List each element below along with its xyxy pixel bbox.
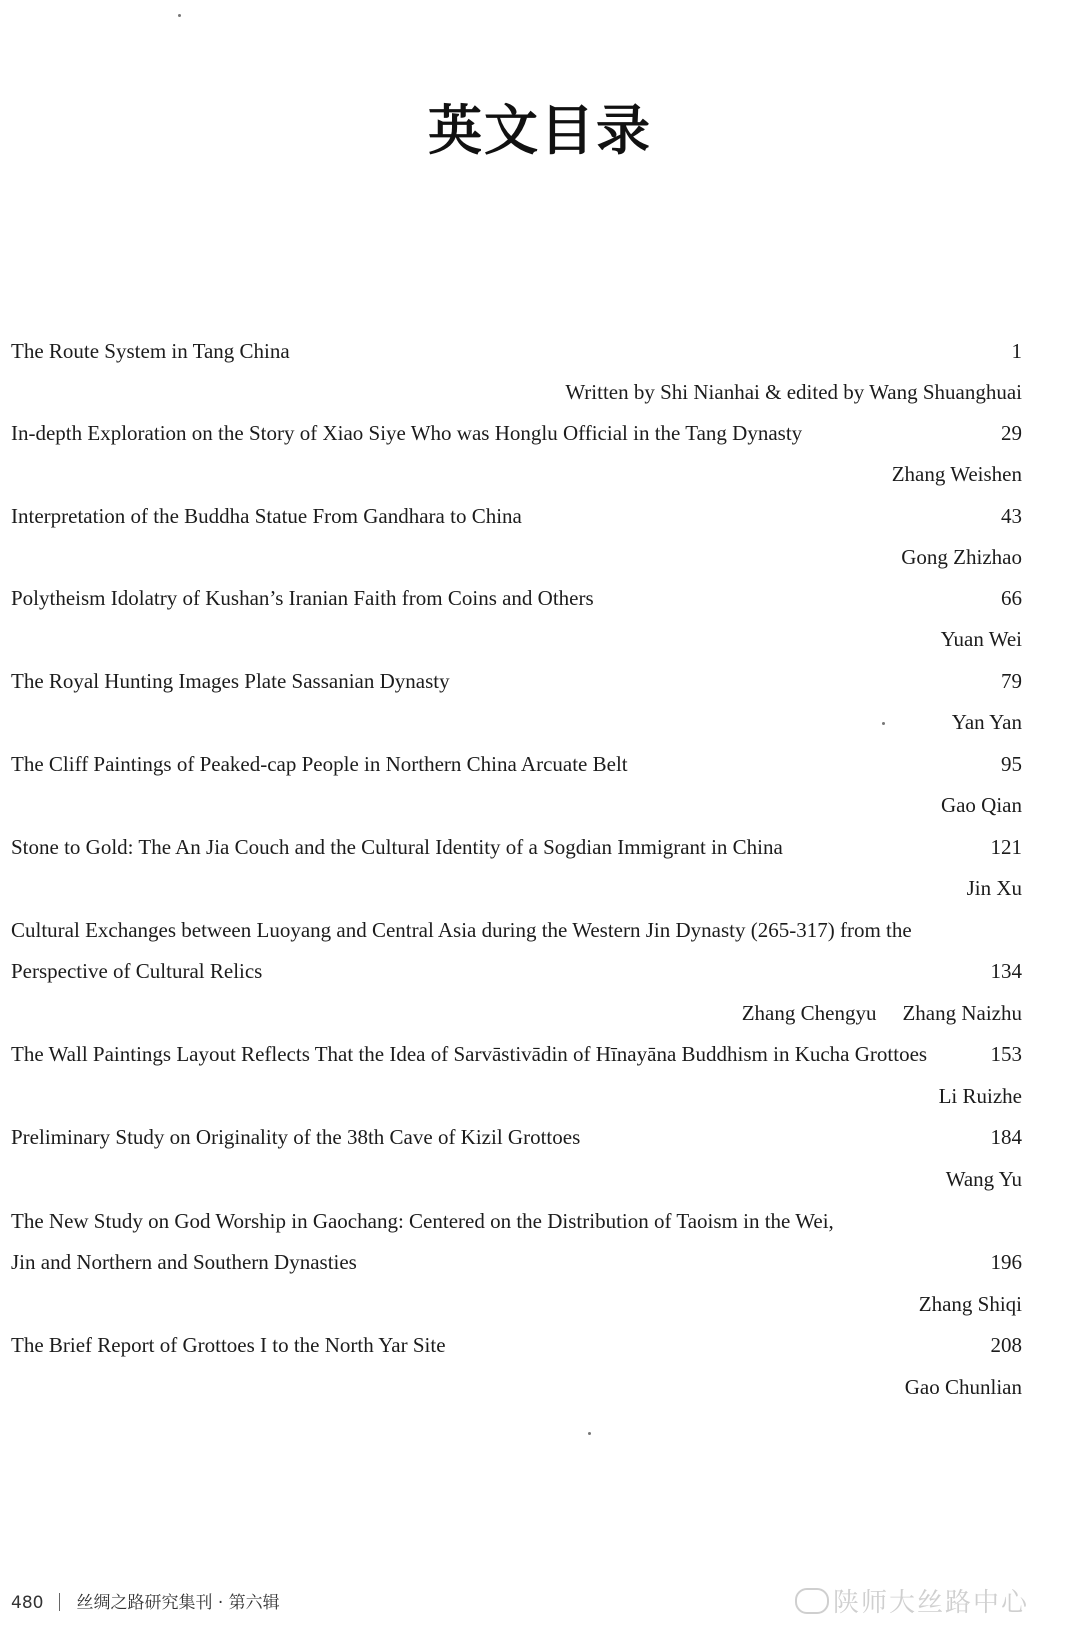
toc-entry-continued	[11, 1247, 1022, 1277]
toc-entry	[11, 583, 1022, 613]
entry-title-line1: Cultural Exchanges between Luoyang and Central Asia during the Western Jin Dynasty (265-317) from the	[11, 918, 912, 942]
toc-entry	[11, 336, 1022, 366]
toc-entry	[11, 1330, 1022, 1360]
toc-entry-continued	[11, 956, 1022, 986]
scan-speck	[882, 722, 885, 725]
entry-author: Zhang Chengyu	[741, 1001, 877, 1025]
entry-page: 208	[990, 1333, 1022, 1357]
toc-author-line	[11, 1081, 1022, 1111]
entry-title: In-depth Exploration on the Story of Xiao Siye Who was Honglu Official in the Tang Dynasty	[11, 421, 803, 445]
toc-entry	[11, 1122, 1022, 1152]
entry-author: Zhang Weishen	[891, 462, 1022, 486]
toc-author-line	[11, 624, 1022, 654]
entry-title: Preliminary Study on Originality of the 38th Cave of Kizil Grottoes	[11, 1125, 581, 1149]
entry-title: The Route System in Tang China	[11, 339, 290, 363]
entry-authors	[742, 998, 1022, 1028]
entry-author: Gong Zhizhao	[901, 545, 1022, 569]
entry-title-line2: Perspective of Cultural Relics	[11, 959, 263, 983]
entry-author: Li Ruizhe	[938, 1084, 1022, 1108]
entry-page: 79	[1001, 669, 1022, 693]
footer-page-number: 480	[11, 1593, 44, 1613]
toc-entry	[11, 915, 1022, 945]
watermark	[795, 1582, 1029, 1619]
entry-title: The Wall Paintings Layout Reflects That the Idea of Sarvāstivādin of Hīnayāna Buddhism in Kucha Grottoes	[11, 1042, 928, 1066]
entry-author: Yuan Wei	[940, 627, 1022, 651]
scan-speck	[178, 14, 181, 17]
page-title: 英文目录	[428, 98, 652, 162]
entry-author: Jin Xu	[966, 876, 1022, 900]
toc-entry	[11, 666, 1022, 696]
toc-entry	[11, 1206, 1022, 1236]
entry-author: Zhang Shiqi	[918, 1292, 1022, 1316]
footer-journal: 丝绸之路研究集刊 · 第六辑	[76, 1593, 280, 1613]
footer-divider	[59, 1593, 60, 1611]
toc-entry	[11, 501, 1022, 531]
entry-title-line1: The New Study on God Worship in Gaochang: Centered on the Distribution of Taoism in the Wei,	[11, 1209, 834, 1233]
entry-author: Wang Yu	[945, 1167, 1022, 1191]
entry-page: 196	[990, 1250, 1022, 1274]
entry-title-line2: Jin and Northern and Southern Dynasties	[11, 1250, 357, 1274]
entry-title: Polytheism Idolatry of Kushan’s Iranian Faith from Coins and Others	[11, 586, 594, 610]
entry-page: 184	[990, 1125, 1022, 1149]
toc-author-line	[11, 1289, 1022, 1319]
watermark-text: 陕师大丝路中心	[833, 1588, 1030, 1618]
toc-author-line	[11, 998, 1022, 1028]
toc-entry	[11, 832, 1022, 862]
entry-page: 121	[990, 835, 1022, 859]
toc-author-line	[11, 377, 1022, 407]
entry-page: 153	[990, 1042, 1022, 1066]
toc-author-line	[11, 459, 1022, 489]
page-footer	[11, 1588, 280, 1613]
entry-page: 43	[1001, 504, 1022, 528]
entry-title: The Brief Report of Grottoes I to the North Yar Site	[11, 1333, 446, 1357]
entry-page: 66	[1001, 586, 1022, 610]
entry-page: 1	[1011, 339, 1022, 363]
toc-author-line	[11, 542, 1022, 572]
toc-entry	[11, 418, 1022, 448]
entry-title: The Royal Hunting Images Plate Sassanian Dynasty	[11, 669, 450, 693]
entry-title: Interpretation of the Buddha Statue From Gandhara to China	[11, 504, 522, 528]
toc-author-line	[11, 873, 1022, 903]
toc-entry	[11, 1039, 1022, 1069]
entry-author: Gao Qian	[940, 793, 1022, 817]
entry-author: Yan Yan	[951, 710, 1022, 734]
toc-author-line	[11, 707, 1022, 737]
entry-page: 29	[1001, 421, 1022, 445]
entry-author: Zhang Naizhu	[902, 1001, 1022, 1025]
wechat-icon	[795, 1588, 829, 1614]
entry-title: Stone to Gold: The An Jia Couch and the Cultural Identity of a Sogdian Immigrant in China	[11, 835, 783, 859]
scan-speck	[588, 1432, 591, 1435]
toc-author-line	[11, 790, 1022, 820]
toc-author-line	[11, 1372, 1022, 1402]
entry-title: The Cliff Paintings of Peaked-cap People in Northern China Arcuate Belt	[11, 752, 628, 776]
entry-page: 134	[990, 959, 1022, 983]
toc-author-line	[11, 1164, 1022, 1194]
toc-entry	[11, 749, 1022, 779]
entry-author: Written by Shi Nianhai & edited by Wang Shuanghuai	[565, 380, 1022, 404]
entry-author: Gao Chunlian	[904, 1375, 1022, 1399]
entry-page: 95	[1001, 752, 1022, 776]
